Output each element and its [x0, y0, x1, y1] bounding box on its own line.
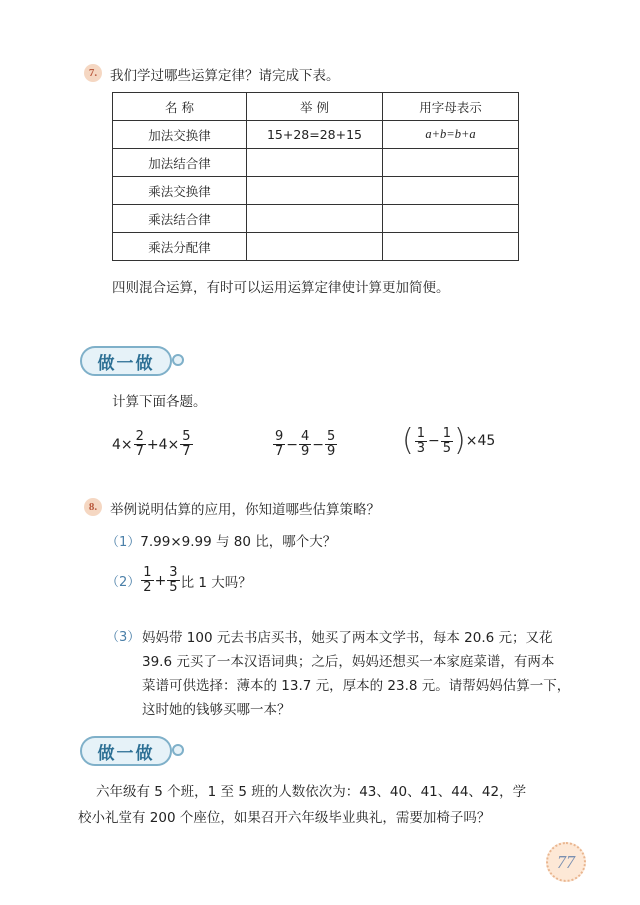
practice-bubble-label: 做一做 — [80, 736, 172, 766]
numerator: 3 — [169, 565, 178, 580]
expr-text: − — [312, 436, 325, 453]
denominator: 2 — [143, 580, 152, 595]
numerator: 1 — [143, 565, 152, 580]
numerator: 2 — [135, 429, 144, 444]
fraction — [167, 566, 179, 595]
question-7-number: 7. — [84, 64, 102, 82]
expr-text: ×45 — [465, 433, 496, 449]
operation-laws-table — [112, 92, 519, 261]
table-row — [113, 205, 519, 233]
denominator: 9 — [327, 444, 336, 459]
numerator: 9 — [275, 429, 284, 444]
table-header: 名 称 — [113, 93, 247, 121]
expression-1 — [112, 430, 194, 459]
sub-number: （3） — [106, 630, 141, 645]
fraction — [325, 430, 337, 459]
sub-text: 比 1 大吗？ — [180, 574, 252, 591]
practice-2-line: 六年级有 5 个班，1 至 5 班的人数依次为：43、40、41、44、42，学 — [96, 784, 527, 800]
fraction — [415, 427, 427, 456]
sub3-line: 39.6 元买了一本汉语词典；之后，妈妈还想买一本家庭菜谱，有两本 — [142, 654, 555, 670]
law-letters — [383, 177, 519, 205]
numerator: 1 — [416, 425, 425, 441]
question-8-text: 举例说明估算的应用，你知道哪些估算策略？ — [110, 502, 380, 518]
question-7-text: 我们学过哪些运算定律？请完成下表。 — [110, 68, 340, 84]
expr-text: − — [286, 436, 299, 453]
expr-text: 4× — [112, 436, 133, 453]
page-number: 77 — [546, 842, 586, 882]
table-row — [113, 149, 519, 177]
question-8-number: 8. — [84, 498, 102, 516]
denominator: 5 — [442, 440, 452, 456]
table-row — [113, 233, 519, 261]
sub3-line: 菜谱可供选择：薄本的 13.7 元，厚本的 23.8 元。请帮妈妈估算一下， — [142, 678, 571, 694]
table-row — [113, 121, 519, 149]
law-name: 乘法结合律 — [113, 205, 247, 233]
law-name: 乘法交换律 — [113, 177, 247, 205]
fraction — [134, 430, 146, 459]
denominator: 7 — [135, 444, 144, 459]
fraction — [141, 566, 153, 595]
right-paren: ) — [454, 423, 466, 458]
expression-3 — [402, 423, 496, 458]
numerator: 5 — [182, 429, 191, 444]
numerator: 5 — [327, 429, 336, 444]
expr-text: + — [154, 572, 167, 589]
law-name: 乘法分配律 — [113, 233, 247, 261]
law-letters — [383, 233, 519, 261]
practice-2-line: 校小礼堂有 200 个座位，如果召开六年级毕业典礼，需要加椅子吗？ — [78, 810, 491, 826]
q8-sub-1 — [106, 530, 336, 550]
law-example: 15+28=28+15 — [247, 121, 383, 149]
law-name: 加法结合律 — [113, 149, 247, 177]
denominator: 9 — [301, 444, 310, 459]
law-example — [247, 149, 383, 177]
fraction — [180, 430, 192, 459]
expr-text: +4× — [146, 436, 180, 453]
law-letters — [383, 205, 519, 233]
bubble-tail-icon — [172, 744, 184, 756]
sub3-line: 这时她的钱够买哪一本？ — [142, 702, 291, 718]
denominator: 7 — [275, 444, 284, 459]
practice-1-instruction: 计算下面各题。 — [112, 394, 207, 410]
numerator: 1 — [442, 425, 452, 441]
table-row — [113, 177, 519, 205]
law-name: 加法交换律 — [113, 121, 247, 149]
expr-text: − — [428, 433, 440, 449]
law-letters: a+b=b+a — [383, 121, 519, 149]
practice-bubble-label: 做一做 — [80, 346, 172, 376]
q8-sub-2 — [106, 566, 252, 595]
sub-text: 7.99×9.99 与 80 比，哪个大？ — [140, 534, 337, 550]
table-header: 用字母表示 — [383, 93, 519, 121]
left-paren: ( — [402, 423, 414, 458]
q7-note: 四则混合运算，有时可以运用运算定律使计算更加简便。 — [112, 280, 450, 296]
law-example — [247, 233, 383, 261]
fraction — [273, 430, 285, 459]
bubble-tail-icon — [172, 354, 184, 366]
sub-number: （2） — [106, 575, 141, 590]
denominator: 7 — [182, 444, 191, 459]
denominator: 3 — [416, 440, 425, 456]
fraction — [299, 430, 311, 459]
law-letters — [383, 149, 519, 177]
denominator: 5 — [169, 580, 178, 595]
law-example — [247, 205, 383, 233]
sub3-line: 妈妈带 100 元去书店买书，她买了两本文学书，每本 20.6 元；又花 — [142, 630, 553, 646]
fraction — [441, 427, 453, 456]
table-header-row — [113, 93, 519, 121]
expression-2 — [272, 430, 338, 459]
law-example — [247, 177, 383, 205]
sub-number: （1） — [106, 535, 141, 550]
table-header: 举 例 — [247, 93, 383, 121]
numerator: 4 — [301, 429, 310, 444]
